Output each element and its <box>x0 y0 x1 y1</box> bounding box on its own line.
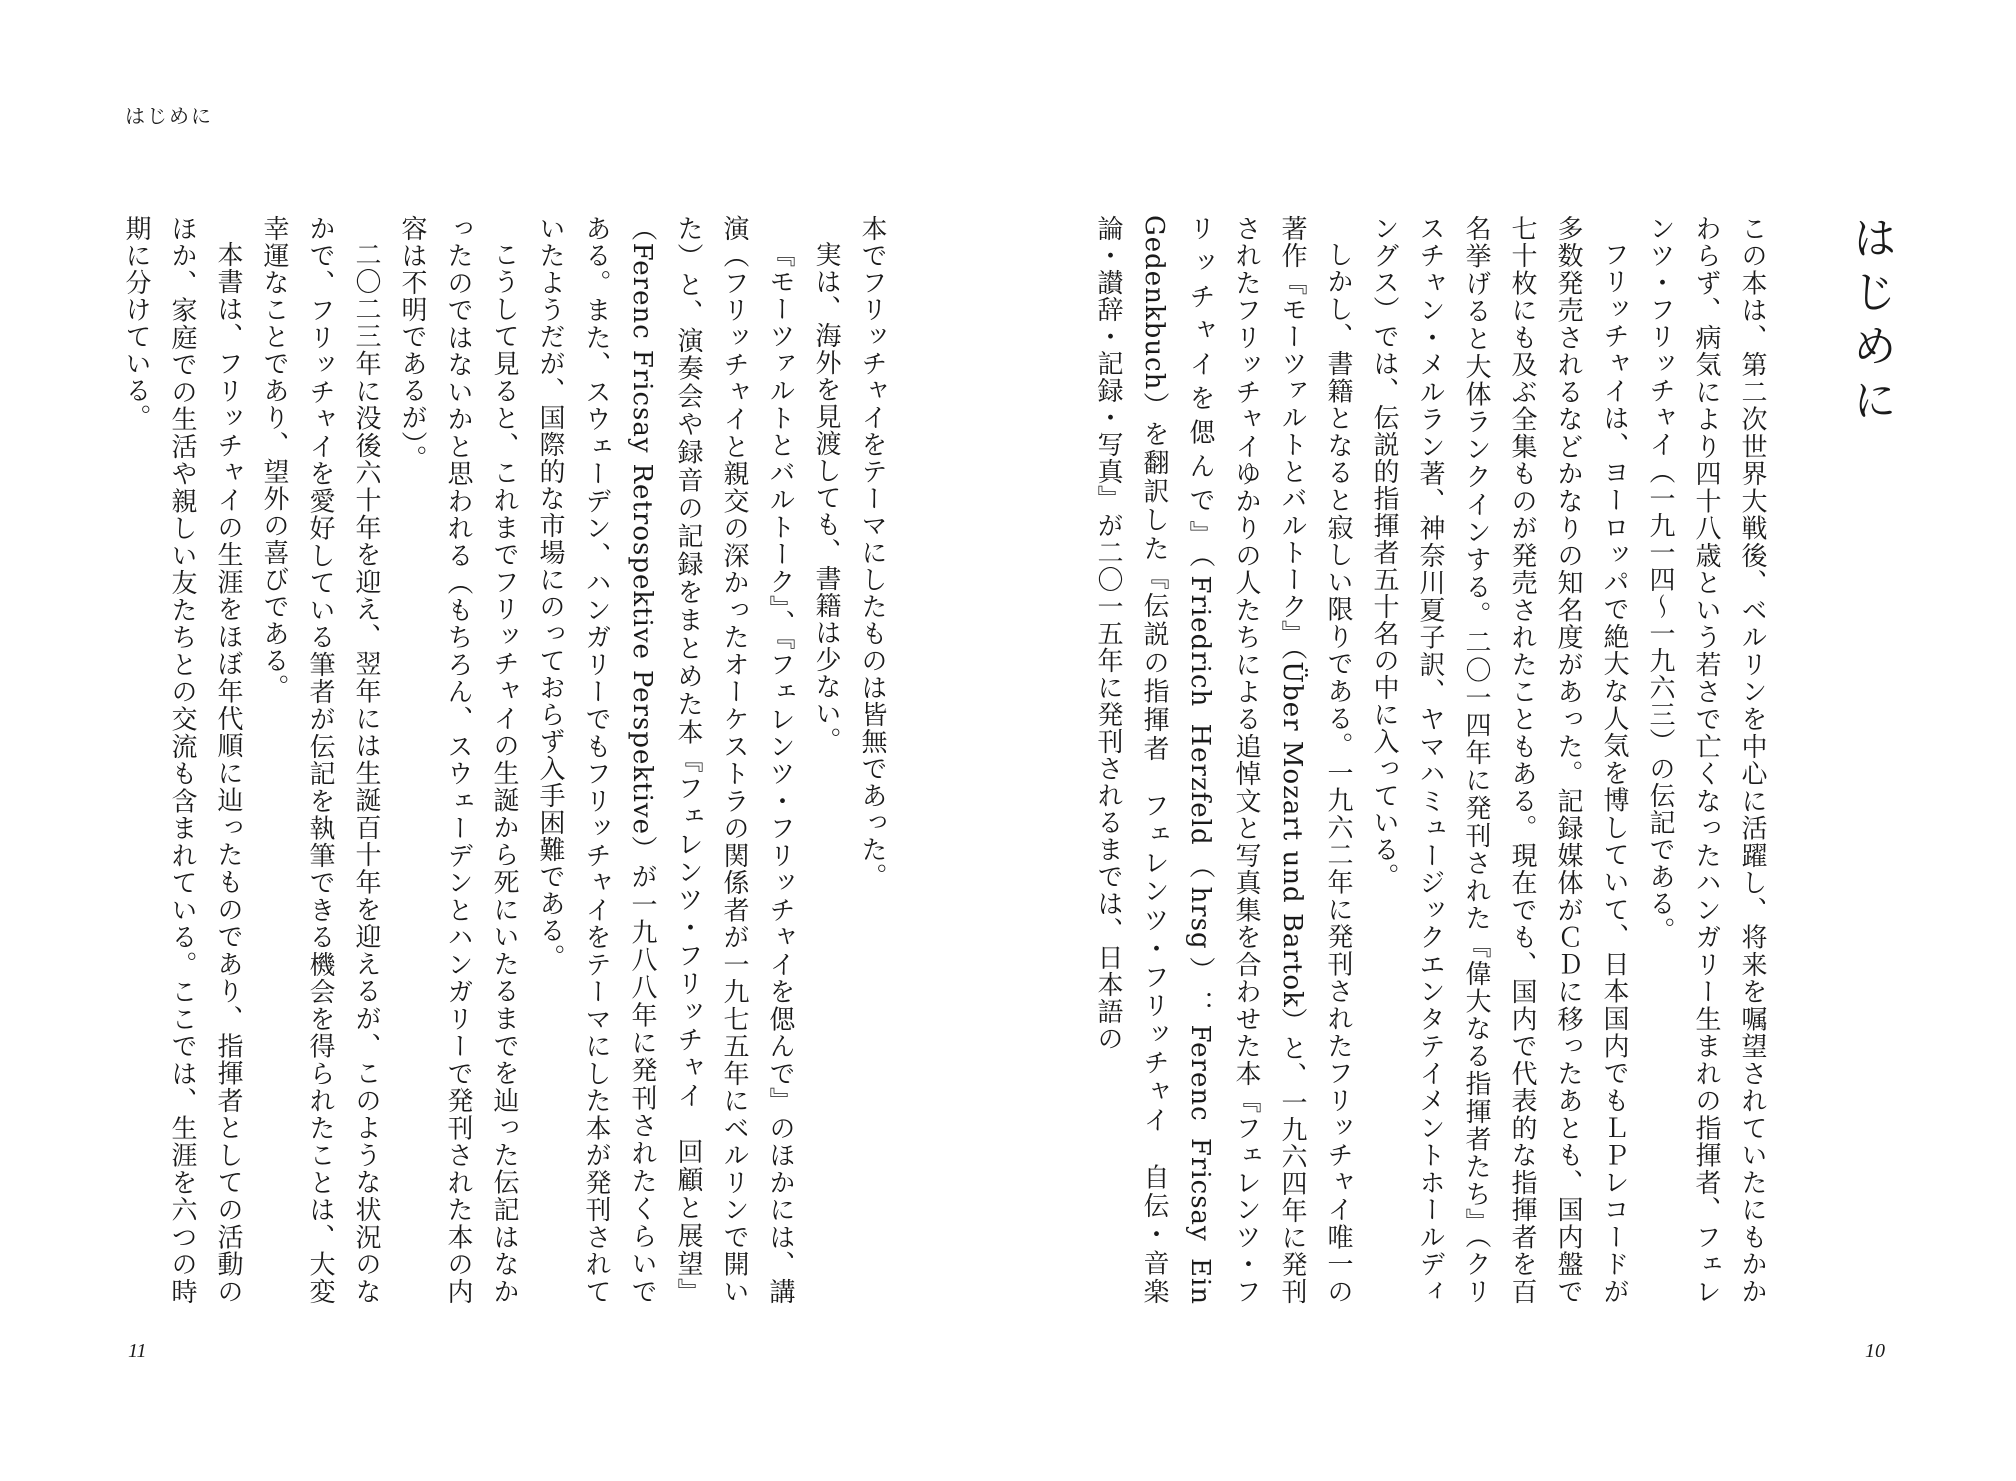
running-head: はじめに <box>125 104 213 128</box>
left-paragraph-2: 実は、海外を見渡しても、書籍は少ない。 <box>811 241 841 754</box>
left-paragraph-6: 本書は、フリッチャイの生涯をほぼ年代順に辿ったものであり、指揮者としての活動のほか、家庭での生活や親しい友たちとの交流も含まれている。ここでは、生涯を六つの時期に分けている。 <box>121 215 243 1305</box>
left-paragraph-5: 二〇二三年に没後六十年を迎え、翌年には生誕百十年を迎えるが、このような状況のなかで、フリッチャイを愛好している筆者が伝記を執筆できる機会を得られたことは、大変幸運なことであり、望外の喜びである。 <box>259 215 381 1305</box>
chapter-title: はじめに <box>1845 215 1896 431</box>
page-number-right: 10 <box>1865 1340 1885 1362</box>
right-paragraph-2: フリッチャイは、ヨーロッパで絶大な人気を博していて、日本国内でもＬＰレコードが多数発売されるなどかなりの知名度があった。記録媒体がＣＤに移ったあとも、国内盤で七十枚にも及ぶ全集ものが発売されたこともある。現在でも、国内で代表的な指揮者を百名挙げると大体ランクインする。二〇一四年に発刊された『偉大なる指揮者たち』（クリスチャン・メルラン著、神奈川夏子訳、ヤマハミュージックエンタテイメントホールディングス）では、伝説的指揮者五十名の中に入っている。 <box>1369 215 1629 1305</box>
left-page-body <box>121 215 895 1305</box>
page-number-left: 11 <box>128 1340 147 1362</box>
right-page-body <box>1093 215 1775 1305</box>
right-paragraph-1: この本は、第二次世界大戦後、ベルリンを中心に活躍し、将来を嘱望されていたにもかかわらず、病気により四十八歳という若さで亡くなったハンガリー生まれの指揮者、フェレンツ・フリッチャイ（一九一四～一九六三）の伝記である。 <box>1645 215 1767 1305</box>
right-paragraph-3: しかし、書籍となると寂しい限りである。一九六二年に発刊されたフリッチャイ唯一の著作『モーツァルトとバルトーク』（Über Mozart und Bartok）と、一九六四年に発刊されたフリッチャイゆかりの人たちによる追悼文と写真集を合わせた本『フェレンツ・フリッチャイを偲んで』（Friedrich Herzfeld（hrsg）：Ferenc Fricsay Ein Gedenkbuch）を翻訳した『伝説の指揮者 フェレンツ・フリッチャイ 自伝・音楽論・讃辞・記録・写真』が二〇一五年に発刊されるまでは、日本語の <box>1093 215 1353 1305</box>
left-paragraph-3: 『モーツァルトとバルトーク』、『フェレンツ・フリッチャイを偲んで』のほかには、講演（フリッチャイと親交の深かったオーケストラの関係者が一九七五年にベルリンで開いた）と、演奏会や録音の記録をまとめた本『フェレンツ・フリッチャイ 回顧と展望』（Ferenc Fricsay Retrospektive Perspektive）が一九八八年に発刊されたくらいである。また、スウェーデン、ハンガリーでもフリッチャイをテーマにした本が発刊されていたようだが、国際的な市場にのっておらず入手困難である。 <box>535 215 795 1305</box>
left-paragraph-1: 本でフリッチャイをテーマにしたものは皆無であった。 <box>857 215 887 890</box>
left-paragraph-4: こうして見ると、これまでフリッチャイの生誕から死にいたるまでを辿った伝記はなかったのではないかと思われる（もちろん、スウェーデンとハンガリーで発刊された本の内容は不明であるが）。 <box>397 215 519 1305</box>
